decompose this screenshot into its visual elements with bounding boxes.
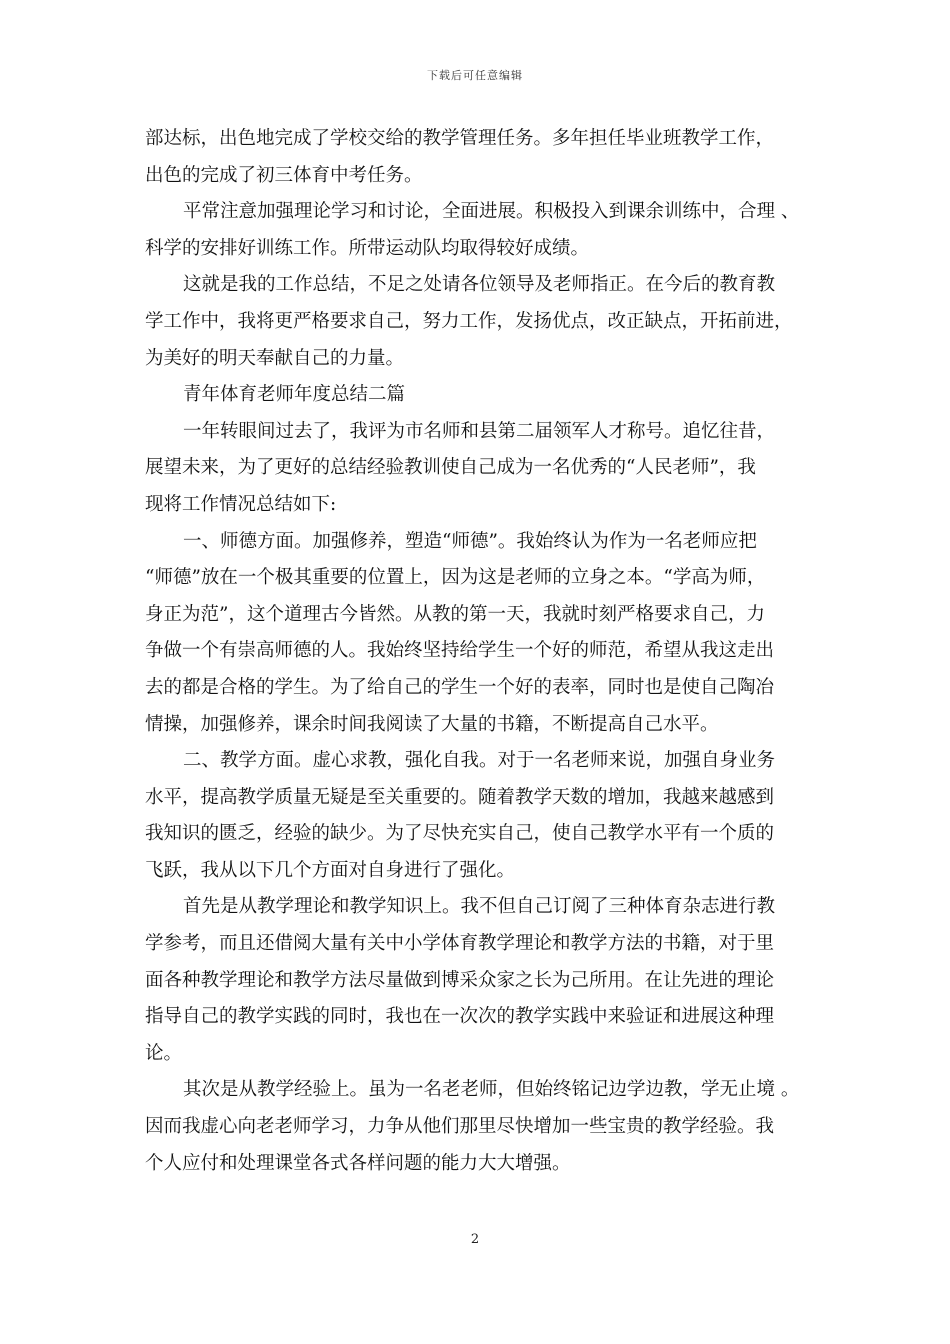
paragraph-line: 水平，提高教学质量无疑是至关重要的。随着教学天数的增加，我越来越感到: [145, 786, 775, 808]
paragraph-line: “师德”放在一个极其重要的位置上，因为这是老师的立身之本。“学高为师，: [145, 567, 766, 589]
paragraph-line: 身正为范”，这个道理古今皆然。从教的第一天，我就时刻严格要求自己，力: [145, 603, 765, 625]
paragraph-line: 为美好的明天奉献自己的力量。: [145, 347, 405, 369]
paragraph-line: 因而我虚心向老老师学习，力争从他们那里尽快增加一些宝贵的教学经验。我: [145, 1116, 775, 1138]
paragraph-line: 面各种教学理论和教学方法尽量做到博采众家之长为己所用。在让先进的理论: [145, 969, 775, 991]
paragraph-line: 论。: [145, 1042, 183, 1064]
paragraph-line: 科学的安排好训练工作。所带运动队均取得较好成绩。: [145, 237, 590, 259]
paragraph-line: 展望未来，为了更好的总结经验教训使自己成为一名优秀的“人民老师”，我: [145, 457, 756, 479]
paragraph-line: 首先是从教学理论和教学知识上。我不但自己订阅了三种体育杂志进行教: [183, 896, 776, 918]
paragraph-line: 学参考，而且还借阅大量有关中小学体育教学理论和教学方法的书籍，对于里: [145, 933, 775, 955]
paragraph: [145, 414, 810, 524]
paragraph-line: 飞跃，我从以下几个方面对自身进行了强化。: [145, 859, 516, 881]
paragraph-line: 一年转眼间过去了，我评为市名师和县第二届领军人才称号。追忆往昔，: [183, 420, 776, 442]
document-body: [145, 121, 810, 1182]
paragraph: [145, 889, 810, 1072]
paragraph: [145, 1072, 810, 1182]
paragraph-line: 出色的完成了初三体育中考任务。: [145, 164, 423, 186]
paragraph: [145, 377, 810, 414]
paragraph-line: 一、师德方面。加强修养，塑造“师德”。我始终认为作为一名老师应把: [183, 530, 757, 552]
paragraph: [145, 267, 810, 377]
paragraph: [145, 194, 810, 267]
page-header-note: 下载后可任意编辑: [427, 69, 523, 82]
paragraph-line: 这就是我的工作总结，不足之处请各位领导及老师指正。在今后的教育教: [183, 274, 776, 296]
paragraph-line: 其次是从教学经验上。虽为一名老老师，但始终铭记边学边教，学无止境 。: [183, 1079, 800, 1101]
paragraph-line: 青年体育老师年度总结二篇: [183, 384, 406, 406]
paragraph-line: 二、教学方面。虚心求教，强化自我。对于一名老师来说，加强自身业务: [183, 750, 776, 772]
paragraph-line: 平常注意加强理论学习和讨论，全面进展。积极投入到课余训练中，合理 、: [183, 201, 800, 223]
paragraph-line: 去的都是合格的学生。为了给自己的学生一个好的表率，同时也是使自己陶冶: [145, 676, 775, 698]
paragraph-line: 我知识的匮乏，经验的缺少。为了尽快充实自己，使自己教学水平有一个质的: [145, 823, 775, 845]
page-number: 2: [470, 1232, 480, 1247]
paragraph: [145, 524, 810, 744]
paragraph-line: 学工作中，我将更严格要求自己，努力工作，发扬优点，改正缺点，开拓前进，: [145, 310, 793, 332]
paragraph: [145, 743, 810, 889]
paragraph: [145, 121, 810, 194]
paragraph-line: 部达标，出色地完成了学校交给的教学管理任务。多年担任毕业班教学工作，: [145, 128, 775, 149]
paragraph-line: 情操，加强修养，课余时间我阅读了大量的书籍，不断提高自己水平。: [145, 713, 719, 735]
paragraph-line: 现将工作情况总结如下:: [145, 493, 337, 515]
paragraph-line: 个人应付和处理课堂各式各样问题的能力大大增强。: [145, 1152, 571, 1174]
paragraph-line: 争做一个有崇高师德的人。我始终坚持给学生一个好的师范，希望从我这走出: [145, 640, 775, 662]
paragraph-line: 指导自己的教学实践的同时，我也在一次次的教学实践中来验证和进展这种理: [145, 1006, 775, 1028]
